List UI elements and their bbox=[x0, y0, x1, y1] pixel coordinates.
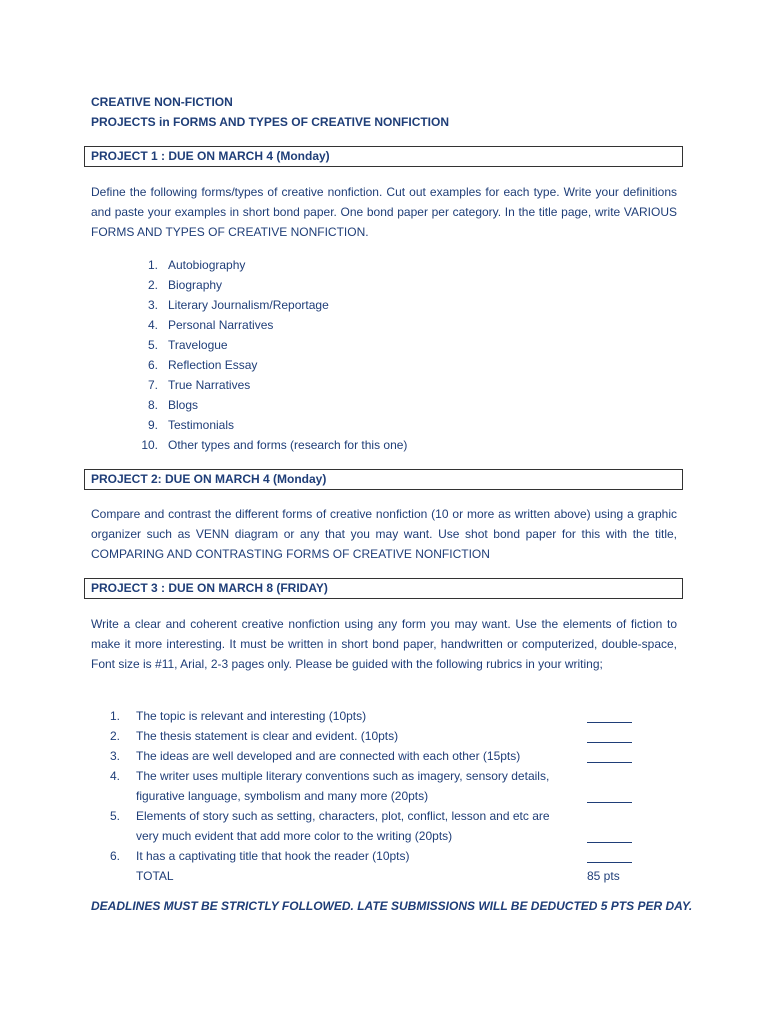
list-item: 4. Personal Narratives bbox=[147, 318, 274, 332]
forms-list bbox=[132, 255, 407, 455]
deadline-notice: DEADLINES MUST BE STRICTLY FOLLOWED. LATE SUBMISSIONS WILL BE DEDUCTED 5 PTS PER DAY. bbox=[91, 899, 693, 913]
rubrics-list bbox=[110, 706, 640, 866]
rubric-item: 4. The writer uses multiple literary conventions such as imagery, sensory details, figurative language, symbolism and many more (20pts) bbox=[110, 766, 640, 806]
list-item: 8. Blogs bbox=[147, 398, 199, 412]
course-title: CREATIVE NON-FICTION bbox=[91, 95, 233, 109]
score-blank bbox=[587, 862, 632, 863]
total-label: TOTAL bbox=[136, 869, 174, 883]
list-item: 5. Travelogue bbox=[147, 338, 228, 352]
project-2-description: Compare and contrast the different forms of creative nonfiction (10 or more as written above) using a graphic organizer such as VENN diagram or any that you may want. Use shot bond paper for this with the title, COMPARING AND CONTRASTING FORMS OF CREATIVE NONFICTION bbox=[91, 507, 677, 561]
list-item: 3. Literary Journalism/Reportage bbox=[147, 298, 329, 312]
rubric-item: 1. The topic is relevant and interesting (10pts) bbox=[110, 706, 640, 726]
score-blank bbox=[587, 762, 632, 763]
projects-title: PROJECTS in FORMS AND TYPES OF CREATIVE NONFICTION bbox=[91, 115, 450, 129]
list-item: 1. Autobiography bbox=[147, 258, 246, 272]
project-1-heading: PROJECT 1 : DUE ON MARCH 4 (Monday) bbox=[84, 146, 683, 167]
score-blank bbox=[587, 742, 632, 743]
list-item: 2. Biography bbox=[147, 278, 223, 292]
list-item: 10. Other types and forms (research for this one) bbox=[141, 438, 408, 452]
list-item: 9. Testimonials bbox=[147, 418, 235, 432]
project-2-heading: PROJECT 2: DUE ON MARCH 4 (Monday) bbox=[84, 469, 683, 490]
project-3-description: Write a clear and coherent creative nonfiction using any form you may want. Use the elements of fiction to make it more interesting. It must be written in short bond paper, handwritten or computerized, double-space, Font size is #11, Arial, 2-3 pages only. Please be guided with the following rubrics in your writing; bbox=[91, 617, 677, 671]
rubric-item: 6. It has a captivating title that hook the reader (10pts) bbox=[110, 846, 640, 866]
score-blank bbox=[587, 842, 632, 843]
score-blank bbox=[587, 722, 632, 723]
list-item: 7. True Narratives bbox=[147, 378, 251, 392]
rubric-item: 3. The ideas are well developed and are connected with each other (15pts) bbox=[110, 746, 640, 766]
total-value: 85 pts bbox=[587, 869, 620, 883]
project-1-description: Define the following forms/types of creative nonfiction. Cut out examples for each type. Write your definitions and paste your examples in short bond paper. One bond paper per category. In the title page, write VARIOUS FORMS AND TYPES OF CREATIVE NONFICTION. bbox=[91, 185, 677, 239]
score-blank bbox=[587, 802, 632, 803]
project-3-heading: PROJECT 3 : DUE ON MARCH 8 (FRIDAY) bbox=[84, 578, 683, 599]
rubric-item: 2. The thesis statement is clear and evident. (10pts) bbox=[110, 726, 640, 746]
list-item: 6. Reflection Essay bbox=[147, 358, 258, 372]
rubric-item: 5. Elements of story such as setting, characters, plot, conflict, lesson and etc are very much evident that add more color to the writing (20pts) bbox=[110, 806, 640, 846]
